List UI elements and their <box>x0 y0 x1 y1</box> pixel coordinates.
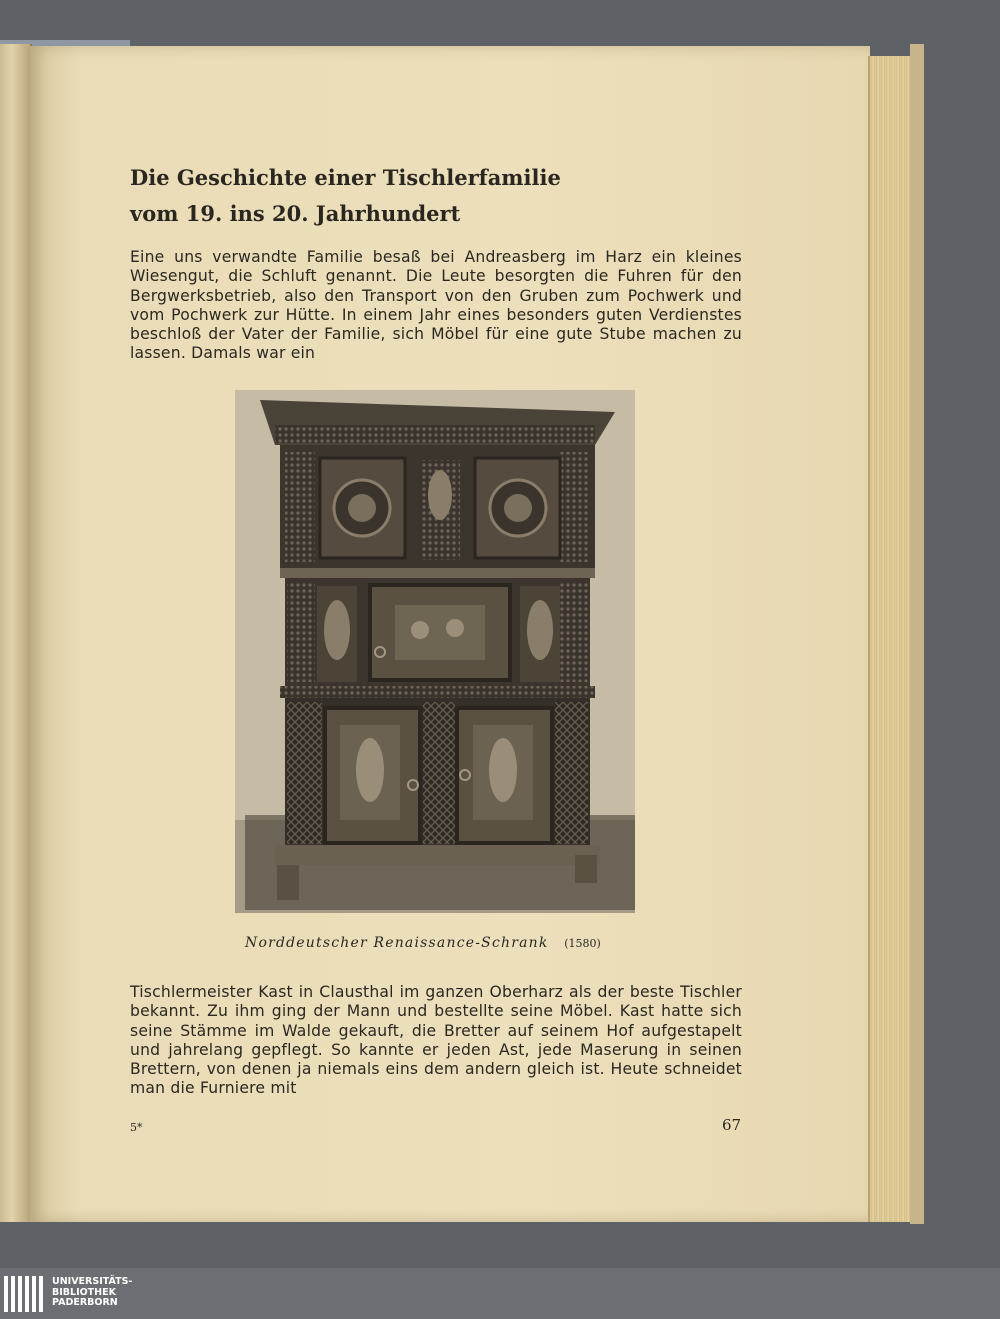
paragraph-1: Eine uns verwandte Familie besaß bei Andreasberg im Harz ein kleines Wiesengut, die Schluft genannt. Die Leute besorgten die Fuhren für den Bergwerksbetrieb, also den Transport von den Gruben zum Pochwerk und vom Pochwerk zur Hütte. In einem Jahr eines besonders guten Verdienstes beschloß der Vater der Familie, sich Möbel für eine gute Stube machen zu lassen. Damals war ein <box>130 248 742 363</box>
figure-caption <box>245 935 645 951</box>
paragraph-2: Tischlermeister Kast in Clausthal im ganzen Oberharz als der beste Tischler bekannt. Zu ihm ging der Mann und bestellte seine Möbel. Kast hatte sich seine Stämme im Walde gekauft, die Bretter auf seinem Hof aufgestapelt und jahrelang gepflegt. So kannte er jeden Ast, jede Maserung in seinen Brettern, von denen ja niemals eins dem andern gleich ist. Heute schneidet man die Furniere mit <box>130 983 742 1098</box>
library-logo-icon <box>4 1276 43 1312</box>
library-footer <box>0 1268 1000 1319</box>
title-line-1: Die Geschichte einer Tischlerfamilie <box>130 165 561 190</box>
page-number: 67 <box>722 1116 742 1134</box>
caption-title: Norddeutscher Renaissance-Schrank <box>245 935 549 951</box>
title-line-2: vom 19. ins 20. Jahrhundert <box>130 201 461 226</box>
caption-year: (1580) <box>564 937 601 950</box>
page-title <box>130 160 561 232</box>
library-name-line-2: BIBLIOTHEK <box>52 1286 116 1298</box>
signature-mark: 5* <box>130 1121 143 1134</box>
book-cover-edge <box>910 44 924 1224</box>
left-page-edge <box>0 44 32 1222</box>
cabinet-illustration <box>235 390 635 913</box>
library-name <box>52 1277 132 1309</box>
cabinet-photograph <box>235 390 635 913</box>
library-name-line-1: UNIVERSITÄTS- <box>52 1276 133 1287</box>
library-name-line-3: PADERBORN <box>52 1297 118 1308</box>
page-edges <box>868 56 914 1222</box>
